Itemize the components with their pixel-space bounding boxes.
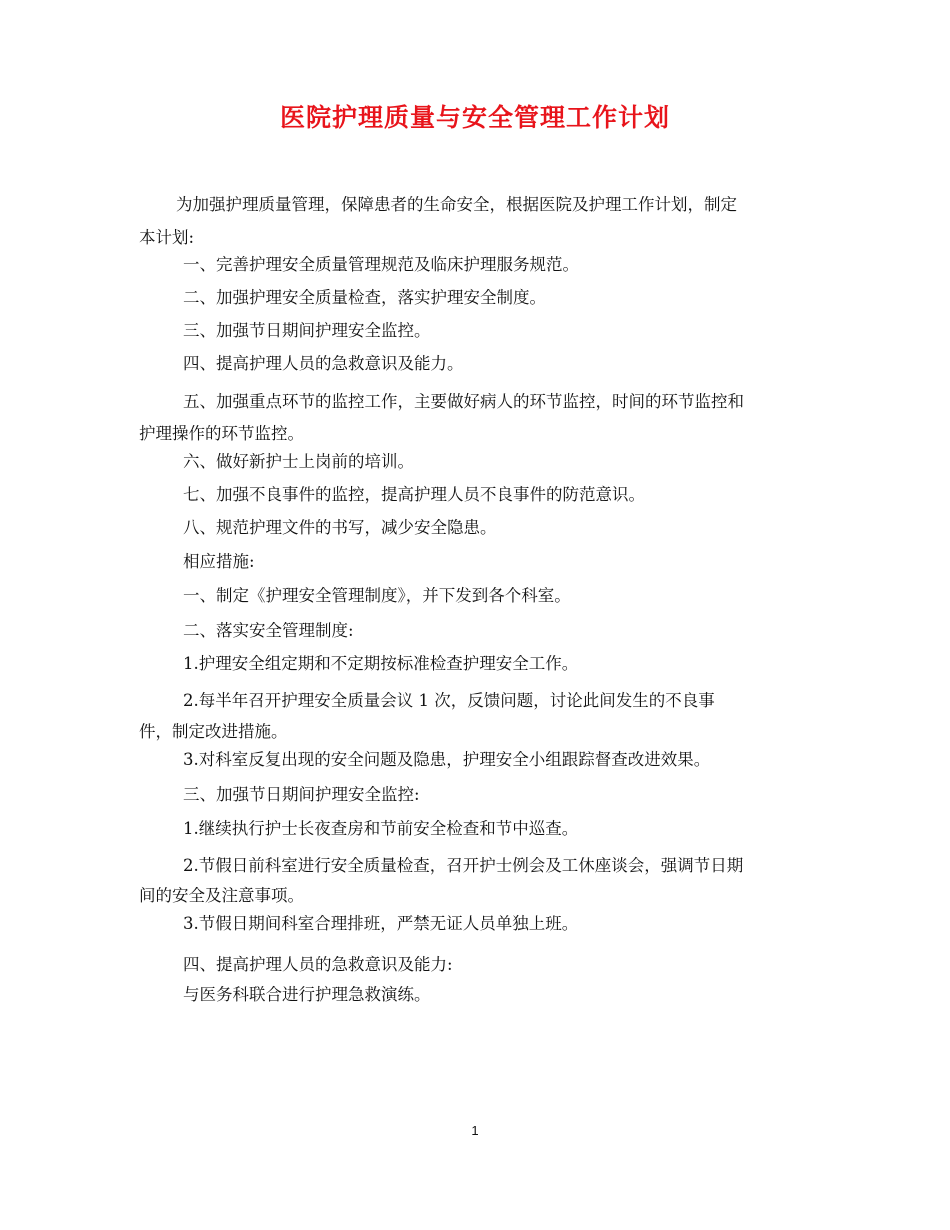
paragraph-line: 护理操作的环节监控。 (139, 424, 304, 443)
paragraph-line: 二、加强护理安全质量检查，落实护理安全制度。 (183, 288, 546, 307)
paragraph-line: 三、加强节日期间护理安全监控: (183, 785, 420, 804)
paragraph-line: 五、加强重点环节的监控工作，主要做好病人的环节监控，时间的环节监控和 (183, 392, 744, 411)
paragraph-line: 四、提高护理人员的急救意识及能力: (183, 955, 453, 974)
paragraph-line: 1.继续执行护士长夜查房和节前安全检查和节中巡查。 (183, 819, 579, 838)
paragraph-line: 七、加强不良事件的监控，提高护理人员不良事件的防范意识。 (183, 485, 645, 504)
paragraph-line: 与医务科联合进行护理急救演练。 (183, 985, 431, 1004)
paragraph-line: 六、做好新护士上岗前的培训。 (183, 452, 414, 471)
paragraph-line: 2.节假日前科室进行安全质量检查，召开护士例会及工休座谈会，强调节日期 (183, 856, 744, 875)
page-number: 1 (471, 1123, 479, 1138)
paragraph-line: 3.对科室反复出现的安全问题及隐患，护理安全小组跟踪督查改进效果。 (183, 750, 711, 769)
paragraph-line: 间的安全及注意事项。 (139, 886, 304, 905)
paragraph-line: 1.护理安全组定期和不定期按标准检查护理安全工作。 (183, 654, 579, 673)
paragraph-line: 相应措施: (183, 552, 255, 571)
paragraph-line: 一、完善护理安全质量管理规范及临床护理服务规范。 (183, 255, 579, 274)
paragraph-line: 四、提高护理人员的急救意识及能力。 (183, 354, 464, 373)
paragraph-line: 本计划: (139, 228, 195, 247)
paragraph-line: 八、规范护理文件的书写，减少安全隐患。 (183, 518, 497, 537)
paragraph-line: 2.每半年召开护理安全质量会议 1 次，反馈问题，讨论此间发生的不良事 (183, 691, 715, 710)
paragraph-line: 件，制定改进措施。 (139, 722, 288, 741)
paragraph-line: 三、加强节日期间护理安全监控。 (183, 321, 431, 340)
paragraph-line: 为加强护理质量管理，保障患者的生命安全，根据医院及护理工作计划，制定 (176, 195, 737, 214)
paragraph-line: 3.节假日期间科室合理排班，严禁无证人员单独上班。 (183, 914, 579, 933)
paragraph-line: 一、制定《护理安全管理制度》，并下发到各个科室。 (183, 586, 571, 605)
document-title: 医院护理质量与安全管理工作计划 (279, 103, 670, 132)
paragraph-line: 二、落实安全管理制度: (183, 621, 354, 640)
